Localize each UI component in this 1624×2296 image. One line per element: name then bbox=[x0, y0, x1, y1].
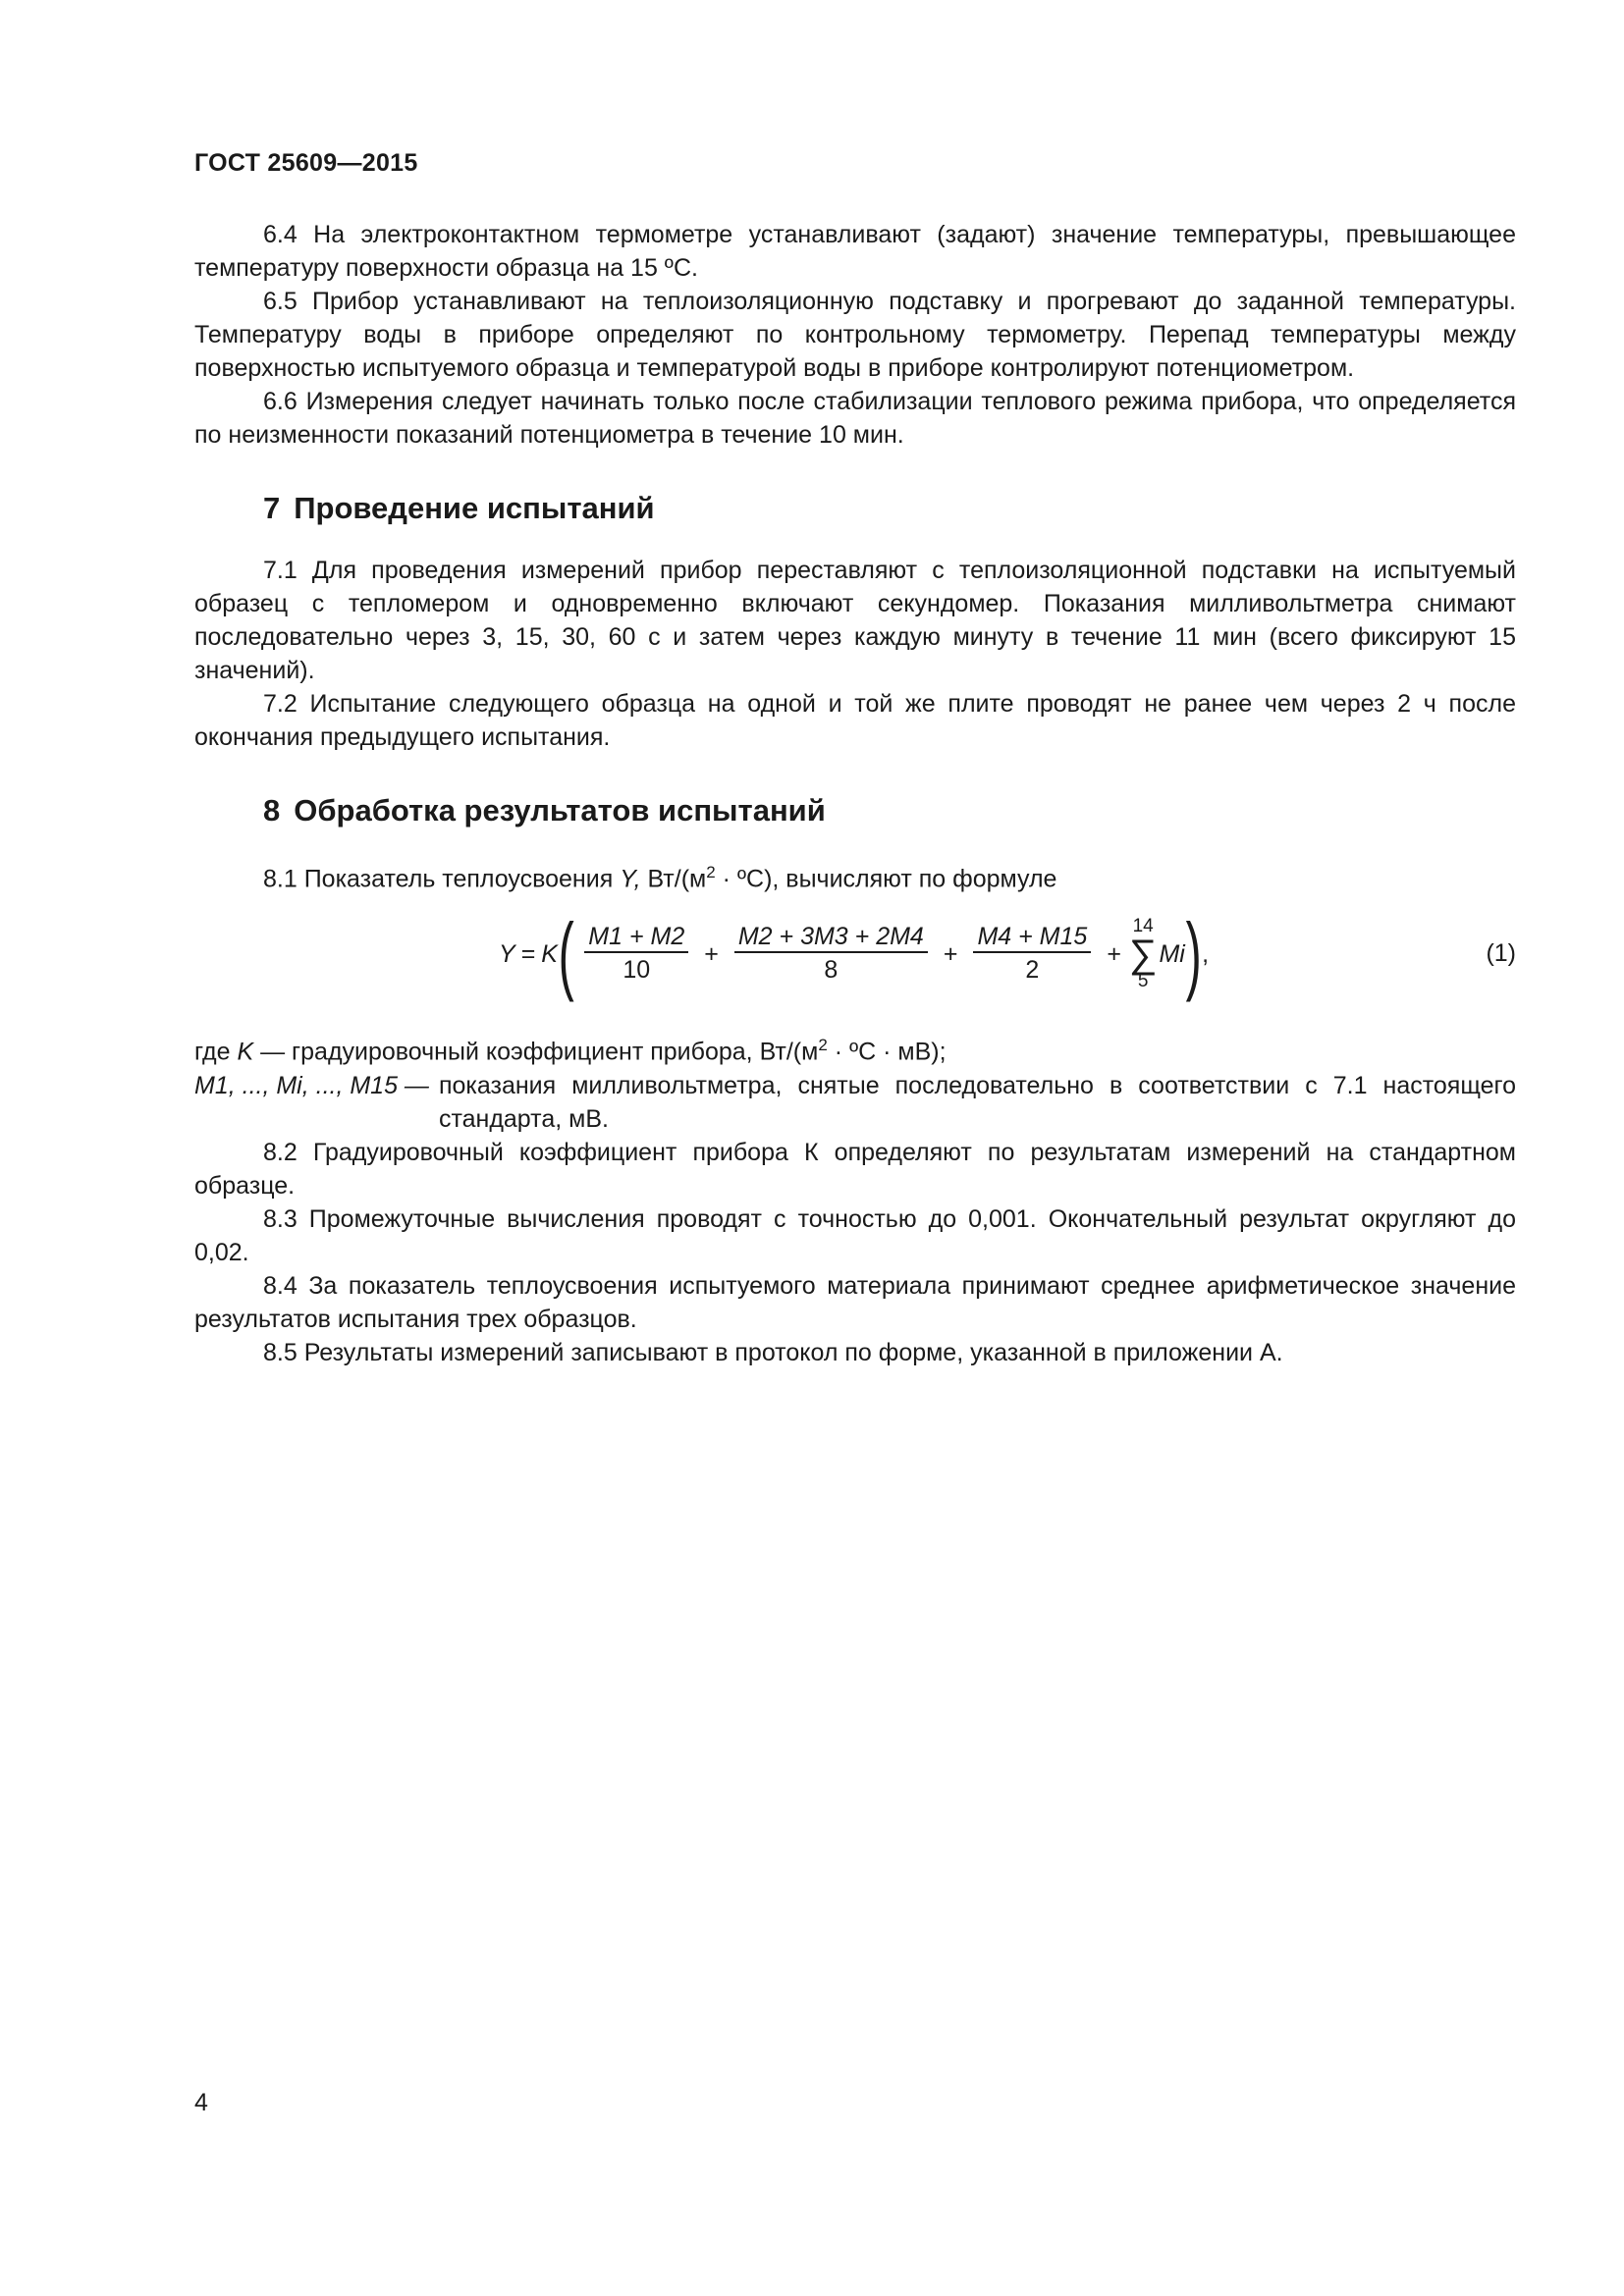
paragraph-6-6: 6.6 Измерения следует начинать только после стабилизации теплового режима прибора, что определяется по неизменности показаний потенциометра в течение 10 мин. bbox=[194, 388, 1516, 449]
formula-plus-1: + bbox=[704, 940, 719, 969]
sum-term: Mi bbox=[1159, 940, 1185, 969]
formula-lhs: Y bbox=[499, 940, 515, 969]
formula-plus-2: + bbox=[943, 940, 958, 969]
where-m-line bbox=[194, 1069, 1516, 1136]
paragraph-8-1 bbox=[194, 856, 1516, 895]
section-8-heading bbox=[263, 791, 1516, 830]
sum-upper-limit: 14 bbox=[1132, 916, 1154, 937]
fraction-3-denominator: 2 bbox=[1025, 956, 1040, 985]
section-7-heading bbox=[263, 489, 1516, 528]
sigma-symbol: ∑ bbox=[1128, 933, 1158, 977]
summation bbox=[1129, 917, 1158, 991]
section-8-title: Обработка результатов испытаний bbox=[294, 793, 826, 828]
paragraph-7-1: 7.1 Для проведения измерений прибор переставляют с теплоизоляционной подставки на испытуемый образец с тепломером и одновременно включают секундомер. Показания милливольтметра снимают последовательно через 3, 15, 30, 60 с и затем через каждую минуту в течение 11 мин (всего фиксируют 15 значений). bbox=[194, 557, 1516, 684]
fraction-1-numerator: M1 + M2 bbox=[584, 922, 688, 953]
formula-trailing-comma: , bbox=[1202, 940, 1210, 969]
fraction-1-denominator: 10 bbox=[623, 956, 651, 985]
where-m-text: показания милливольтметра, снятые последовательно в соответствии с 7.1 настоящего стандарта, мВ. bbox=[438, 1071, 1516, 1133]
where-m-label: M1, ..., Mi, ..., M15 — bbox=[194, 1071, 429, 1099]
formula-k: K bbox=[541, 940, 558, 969]
paragraph-8-4: 8.4 За показатель теплоусвоения испытуемого материала принимают среднее арифметическое значение результатов испытания трех образцов. bbox=[194, 1271, 1516, 1333]
where-k-variable: K bbox=[237, 1038, 254, 1066]
page-number: 4 bbox=[194, 2089, 208, 2116]
fraction-3-numerator: M4 + M15 bbox=[973, 922, 1091, 953]
p81-suffix: · ºС), вычисляют по формуле bbox=[715, 865, 1057, 893]
paragraph-6-4: 6.4 На электроконтактном термометре устанавливают (задают) значение температуры, превышающее температуру поверхности образца на 15 ºС. bbox=[194, 221, 1516, 282]
formula-plus-3: + bbox=[1107, 940, 1121, 969]
p81-variable: Y, bbox=[620, 865, 641, 893]
section-7-title: Проведение испытаний bbox=[294, 491, 655, 525]
where-prefix: где bbox=[194, 1038, 238, 1066]
fraction-2-denominator: 8 bbox=[824, 956, 839, 985]
paragraph-7-2: 7.2 Испытание следующего образца на одной и той же плите проводят не ранее чем через 2 ч после окончания предыдущего испытания. bbox=[194, 690, 1516, 751]
where-block bbox=[194, 1029, 1516, 1135]
fraction-3 bbox=[973, 922, 1091, 987]
sum-lower-limit: 5 bbox=[1137, 971, 1149, 992]
paragraph-6-5: 6.5 Прибор устанавливают на теплоизоляционную подставку и прогревают до заданной температуры. Температуру воды в приборе определяют по контрольному термометру. Перепад температуры между поверхностью испытуемого образца и температурой воды в приборе контролируют потенциометром. bbox=[194, 288, 1516, 382]
page-body bbox=[194, 218, 1516, 1369]
where-k-superscript: 2 bbox=[818, 1036, 828, 1055]
where-k-line bbox=[194, 1029, 1516, 1068]
formula-left-paren: ( bbox=[558, 905, 574, 1003]
section-8-number: 8 bbox=[263, 793, 281, 828]
paragraph-8-2: 8.2 Градуировочный коэффициент прибора К определяют по результатам измерений на стандартном образце. bbox=[194, 1138, 1516, 1200]
where-k-suffix: · ºС · мВ); bbox=[827, 1038, 947, 1066]
formula-expression bbox=[499, 905, 1209, 1003]
fraction-2-numerator: M2 + 3M3 + 2M4 bbox=[734, 922, 928, 953]
formula-1 bbox=[194, 901, 1516, 1011]
p81-unit: Вт/(м bbox=[640, 865, 707, 893]
formula-equals: = bbox=[520, 940, 536, 969]
fraction-2 bbox=[734, 922, 928, 987]
section-7-number: 7 bbox=[263, 491, 281, 525]
paragraph-8-3: 8.3 Промежуточные вычисления проводят с точностью до 0,001. Окончательный результат округляют до 0,02. bbox=[194, 1204, 1516, 1266]
formula-right-paren: ) bbox=[1185, 905, 1202, 1003]
fraction-1 bbox=[584, 922, 688, 987]
where-k-text: — градуировочный коэффициент прибора, Вт/(м bbox=[253, 1038, 819, 1066]
document-code: ГОСТ 25609—2015 bbox=[194, 149, 418, 177]
paragraph-8-5: 8.5 Результаты измерений записывают в протокол по форме, указанной в приложении А. bbox=[263, 1338, 1283, 1366]
p81-superscript: 2 bbox=[706, 863, 716, 881]
p81-prefix: 8.1 Показатель теплоусвоения bbox=[263, 865, 621, 893]
equation-number: (1) bbox=[1486, 939, 1516, 968]
